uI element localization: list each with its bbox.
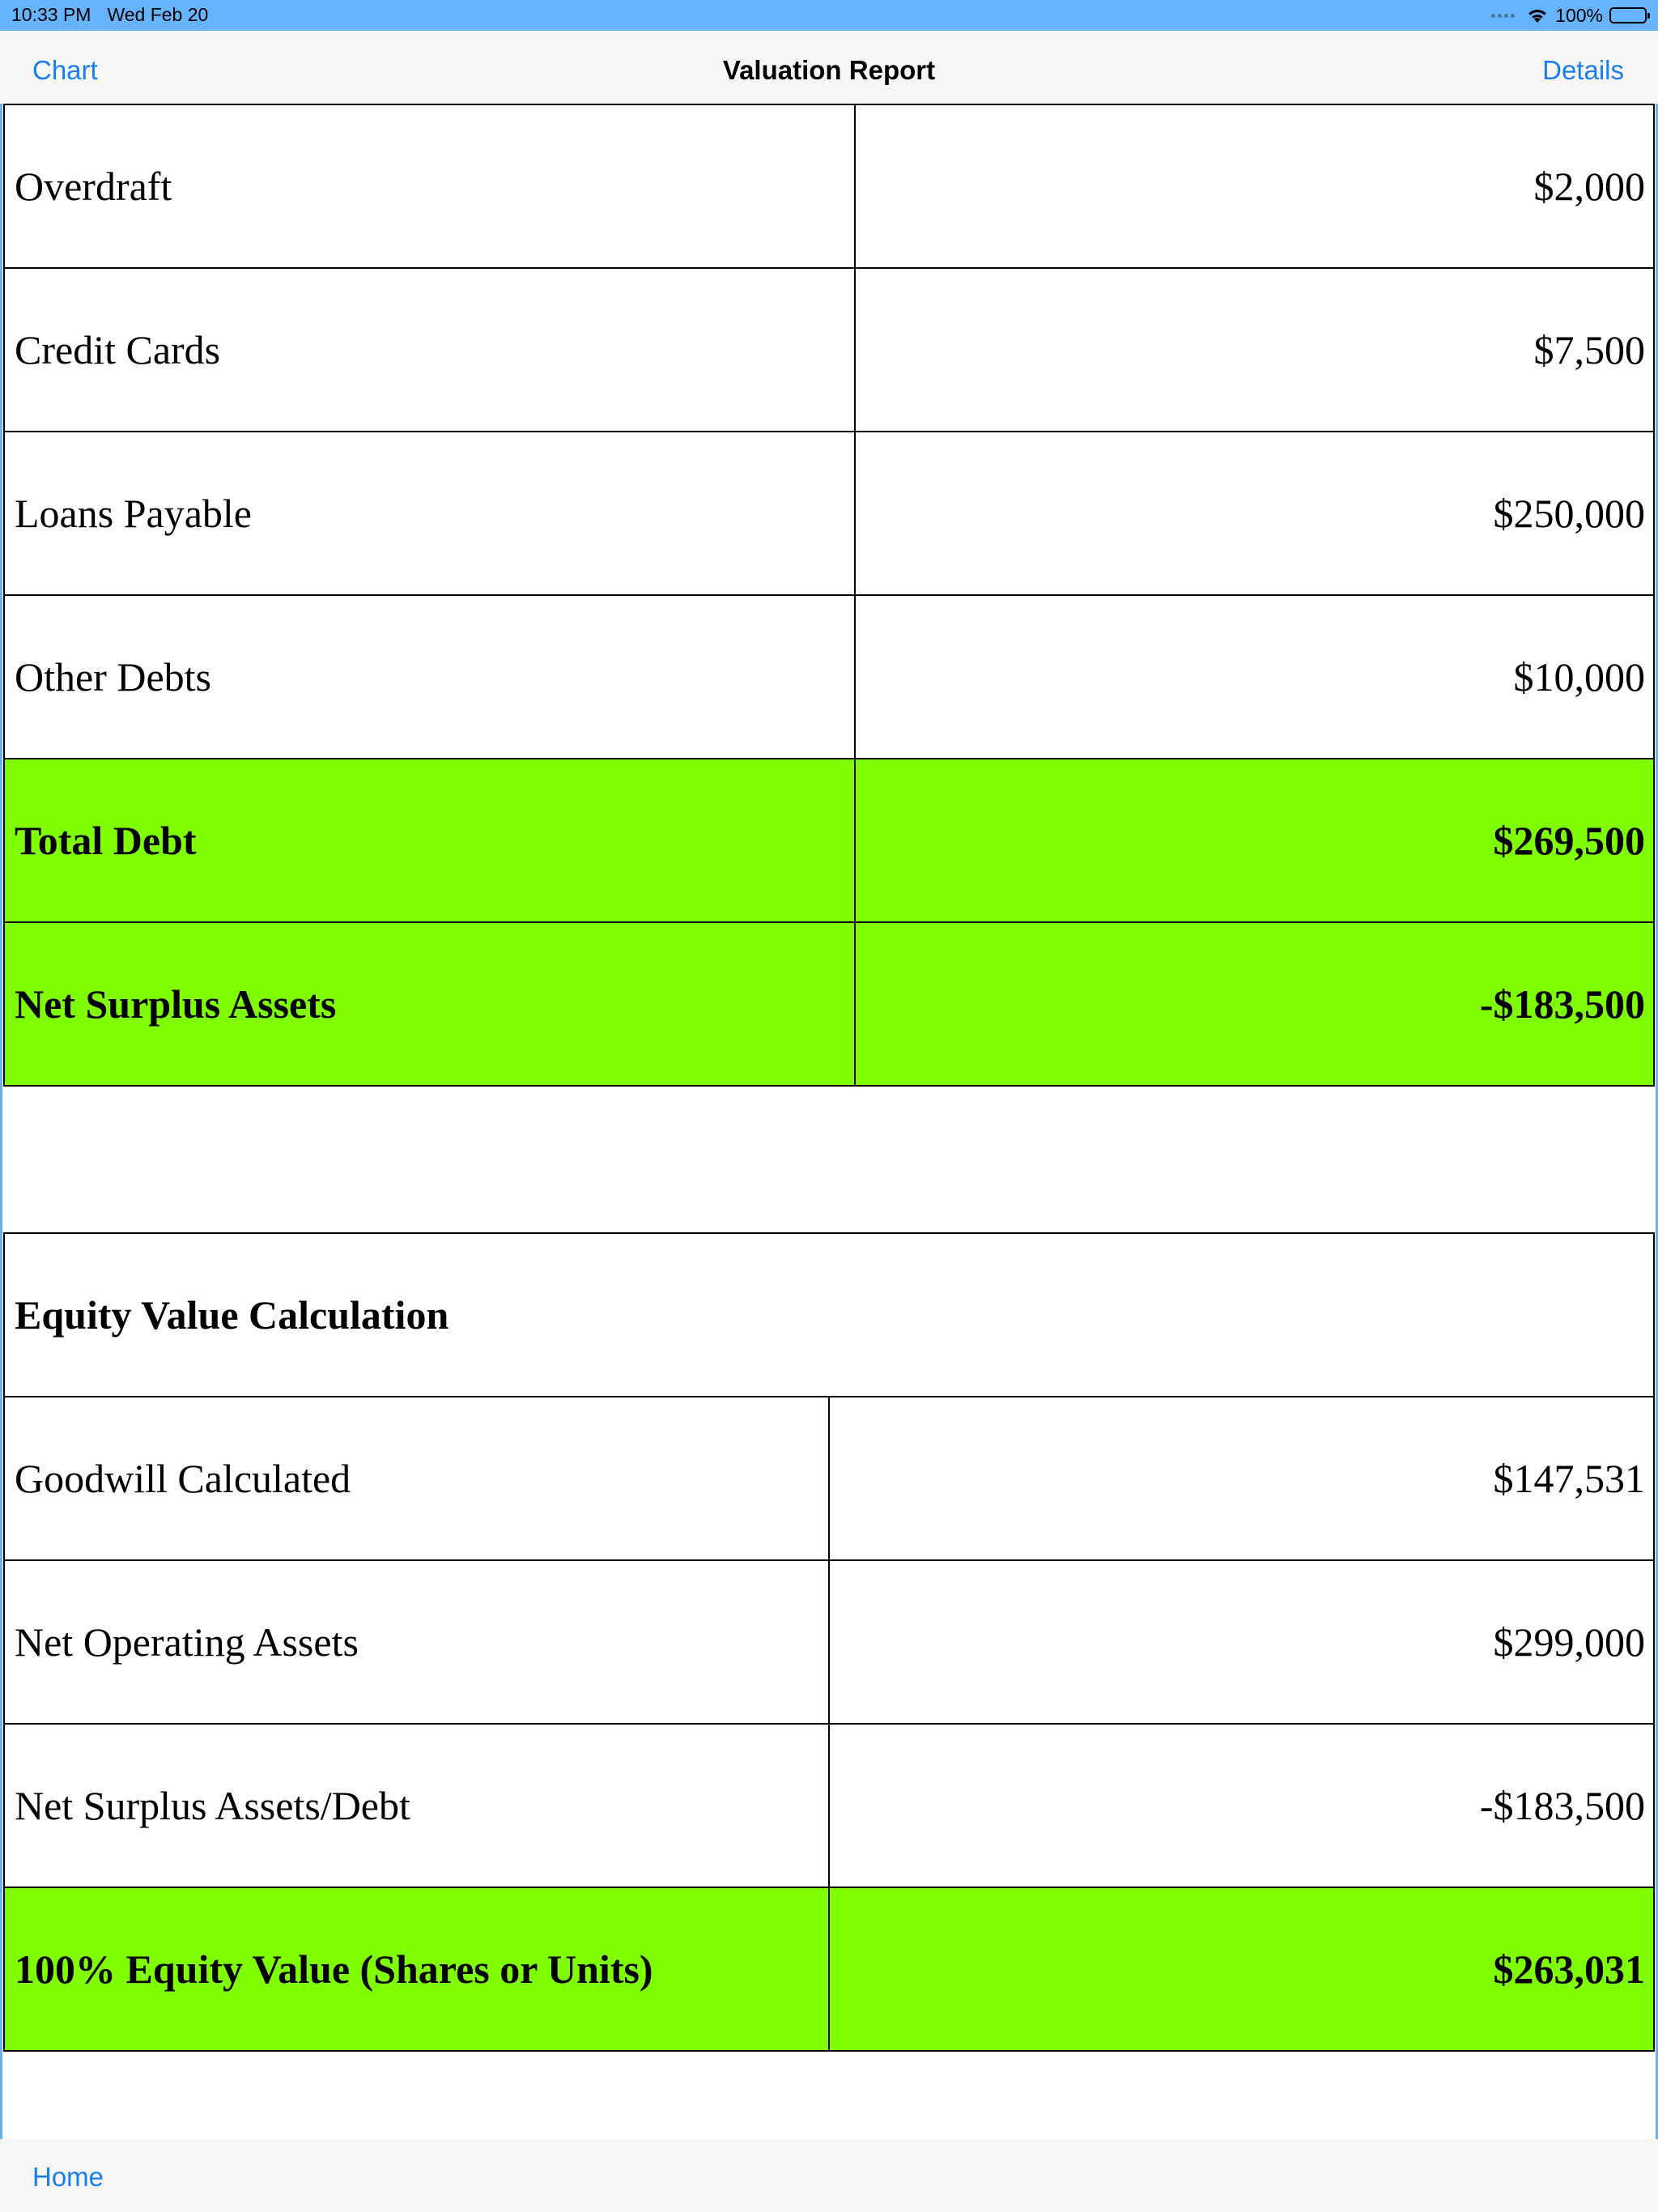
total-debt-row [4,759,1654,922]
total-debt-label: Total Debt [4,759,855,922]
table-row [4,432,1654,595]
net-surplus-row [4,922,1654,1086]
table-row [4,1724,1654,1887]
navigation-bar [0,31,1658,104]
status-date: Wed Feb 20 [107,4,209,25]
row-label: Other Debts [4,595,855,759]
net-surplus-label: Net Surplus Assets [4,922,855,1086]
wifi-icon [1526,6,1549,24]
table-row [4,1397,1654,1560]
section-header-row [4,1233,1654,1397]
equity-section-title: Equity Value Calculation [4,1233,1654,1397]
equity-table [3,1232,1655,2052]
chart-button[interactable]: Chart [32,55,98,85]
row-label: Loans Payable [4,432,855,595]
table-row [4,1560,1654,1724]
row-label: Credit Cards [4,268,855,432]
home-button[interactable]: Home [32,2162,104,2192]
debt-table [3,104,1655,1087]
row-value: $299,000 [829,1560,1654,1724]
report-content[interactable] [0,104,1658,2139]
bottom-toolbar [0,2139,1658,2212]
status-indicators [1491,3,1647,28]
status-time-date [11,4,208,26]
row-value: $2,000 [855,104,1654,268]
row-label: Net Operating Assets [4,1560,829,1724]
status-time: 10:33 PM [11,4,91,25]
equity-total-row [4,1887,1654,2051]
page-title: Valuation Report [722,55,936,85]
battery-percent: 100% [1555,4,1603,26]
row-value: $147,531 [829,1397,1654,1560]
row-label: Goodwill Calculated [4,1397,829,1560]
total-debt-value: $269,500 [855,759,1654,922]
table-row [4,595,1654,759]
equity-total-label: 100% Equity Value (Shares or Units) [4,1887,829,2051]
row-value: $10,000 [855,595,1654,759]
net-surplus-value: -$183,500 [855,922,1654,1086]
row-value: -$183,500 [829,1724,1654,1887]
equity-total-value: $263,031 [829,1887,1654,2051]
battery-icon [1609,7,1647,23]
table-row [4,104,1654,268]
details-button[interactable]: Details [1542,55,1624,85]
row-value: $7,500 [855,268,1654,432]
status-bar [0,0,1658,31]
row-label: Net Surplus Assets/Debt [4,1724,829,1887]
signal-dots-icon [1491,14,1515,18]
row-label: Overdraft [4,104,855,268]
row-value: $250,000 [855,432,1654,595]
table-row [4,268,1654,432]
